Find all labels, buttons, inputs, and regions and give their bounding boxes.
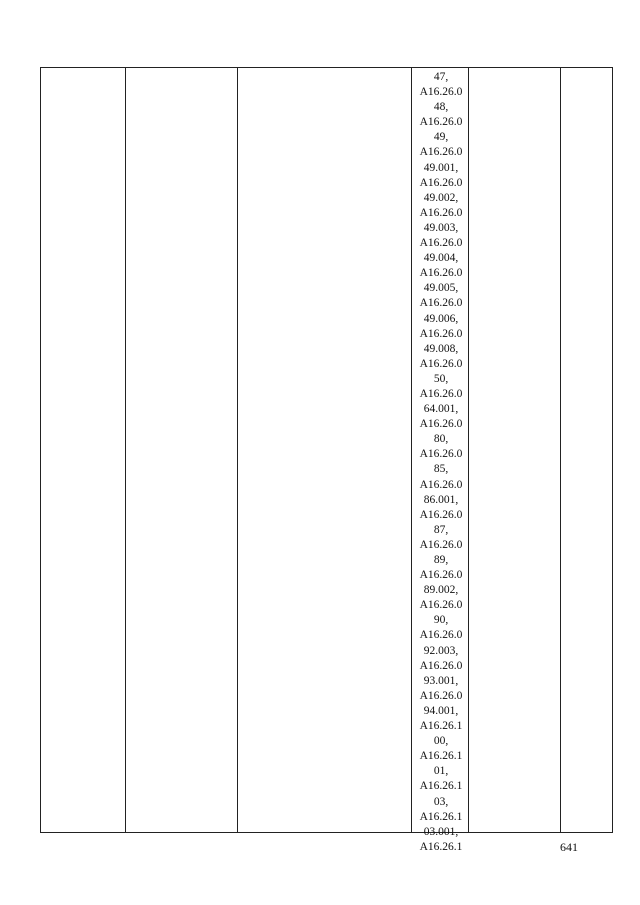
column-divider [560, 68, 561, 832]
code-line: A16.26.1 [419, 810, 463, 823]
code-line: 87, [433, 523, 449, 536]
code-line: A16.26.0 [419, 418, 463, 431]
code-line: 03, [433, 795, 449, 808]
column-divider [411, 68, 412, 832]
code-line: A16.26.0 [419, 267, 463, 280]
code-line: A16.26.0 [419, 387, 463, 400]
code-line: A16.26.0 [419, 206, 463, 219]
code-line: A16.26.0 [419, 297, 463, 310]
code-line: A16.26.0 [419, 629, 463, 642]
code-line: A16.26.0 [419, 508, 463, 521]
code-line: 80, [433, 433, 449, 446]
code-line: A16.26.0 [419, 599, 463, 612]
code-line: A16.26.0 [419, 237, 463, 250]
code-line: A16.26.0 [419, 146, 463, 159]
code-line: A16.26.0 [419, 478, 463, 491]
code-line: 50, [433, 372, 449, 385]
service-codes-cell [413, 70, 469, 855]
code-line: A16.26.0 [419, 116, 463, 129]
code-line: A16.26.1 [419, 750, 463, 763]
code-line: A16.26.0 [419, 538, 463, 551]
code-line: A16.26.0 [419, 327, 463, 340]
column-divider [125, 68, 126, 832]
code-line: 49.003, [423, 221, 459, 234]
code-line: 49.004, [423, 252, 459, 265]
code-line: 92.003, [423, 644, 459, 657]
code-line: 48, [433, 101, 449, 114]
code-line: A16.26.0 [419, 659, 463, 672]
code-line: A16.26.0 [419, 569, 463, 582]
code-line: 49, [433, 131, 449, 144]
code-line: 49.006, [423, 312, 459, 325]
code-line: 49.008, [423, 342, 459, 355]
code-line: 85, [433, 463, 449, 476]
code-line: 00, [433, 735, 449, 748]
code-line: A16.26.0 [419, 176, 463, 189]
code-line: A16.26.0 [419, 689, 463, 702]
code-line: 89.002, [423, 584, 459, 597]
code-line: 01, [433, 765, 449, 778]
page-number: 641 [560, 840, 578, 854]
code-line: A16.26.1 [419, 780, 463, 793]
code-line: 93.001, [423, 674, 459, 687]
code-line: 64.001, [423, 403, 459, 416]
code-line: A16.26.0 [419, 86, 463, 99]
code-line: 86.001, [423, 493, 459, 506]
code-line: A16.26.0 [419, 357, 463, 370]
column-divider [237, 68, 238, 832]
code-line: A16.26.1 [419, 840, 463, 853]
code-line: 89, [433, 554, 449, 566]
code-line: 03.001, [423, 825, 459, 838]
code-line: 94.001, [423, 704, 459, 717]
code-line: A16.26.0 [419, 448, 463, 461]
code-line: 49.005, [423, 282, 459, 295]
code-line: 49.002, [423, 191, 459, 204]
code-line: A16.26.1 [419, 720, 463, 733]
code-line: 47, [433, 71, 449, 83]
code-line: 90, [433, 614, 449, 627]
code-line: 49.001, [423, 161, 459, 174]
